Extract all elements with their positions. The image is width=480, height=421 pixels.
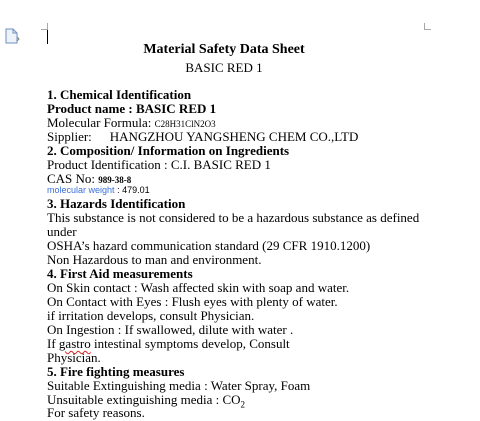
fire-line-1: Suitable Extinguishing media : Water Spray, Foam (47, 378, 311, 393)
first-aid-line-5-end: intestinal symptoms develop, Consult (90, 336, 290, 351)
product-identification: Product Identification : C.I. BASIC RED 1 (47, 157, 271, 172)
weight-link[interactable]: weight (88, 185, 115, 195)
molecular-weight-value: : 479.01 (117, 185, 150, 195)
section-4-heading: 4. First Aid measurements (47, 266, 193, 281)
margin-corner-right (424, 23, 431, 30)
section-3-heading: 3. Hazards Identification (47, 196, 186, 211)
spellcheck-word-gastro[interactable]: gastro (58, 336, 91, 351)
molecular-link[interactable]: molecular (47, 185, 87, 195)
supplier-label: Sipplier: (47, 129, 92, 144)
section-1-heading: 1. Chemical Identification (47, 87, 192, 102)
fire-line-2-text: Unsuitable extinguishing media : CO (47, 392, 241, 407)
hazards-line-3: OSHA’s hazard communication standard (29 CFR 1910.1200) (47, 238, 371, 253)
first-aid-line-2: On Contact with Eyes : Flush eyes with plenty of water. (47, 294, 338, 309)
margin-corner-left (41, 23, 48, 30)
first-aid-line-6: Physician. (47, 350, 101, 365)
supplier-value: HANGZHOU YANGSHENG CHEM CO.,LTD (109, 129, 359, 144)
co2-subscript: 2 (240, 399, 246, 410)
molecular-formula-label: Molecular Formula: (47, 115, 155, 130)
cas-value: 989-38-8 (98, 175, 132, 185)
first-aid-line-1: On Skin contact : Wash affected skin with soap and water. (47, 280, 350, 295)
hazards-line-1: This substance is not considered to be a hazardous substance as defined (47, 210, 420, 225)
first-aid-line-3: if irritation develops, consult Physician. (47, 308, 255, 323)
first-aid-line-5-start: If (47, 336, 59, 351)
section-5-heading: 5. Fire fighting measures (47, 364, 185, 379)
hazards-line-2: under (47, 224, 77, 239)
first-aid-line-4: On Ingestion : If swallowed, dilute with water . (47, 322, 294, 337)
section-2-heading: 2. Composition/ Information on Ingredients (47, 143, 290, 158)
fire-line-3: For safety reasons. (47, 405, 145, 420)
hazards-line-4: Non Hazardous to man and environment. (47, 252, 262, 267)
molecular-formula-value: C28H31ClN2O3 (154, 119, 216, 129)
cas-label: CAS No: (47, 171, 99, 186)
document-title: Material Safety Data Sheet (143, 42, 305, 57)
document-subtitle: BASIC RED 1 (185, 60, 263, 75)
product-name: Product name : BASIC RED 1 (47, 101, 217, 116)
